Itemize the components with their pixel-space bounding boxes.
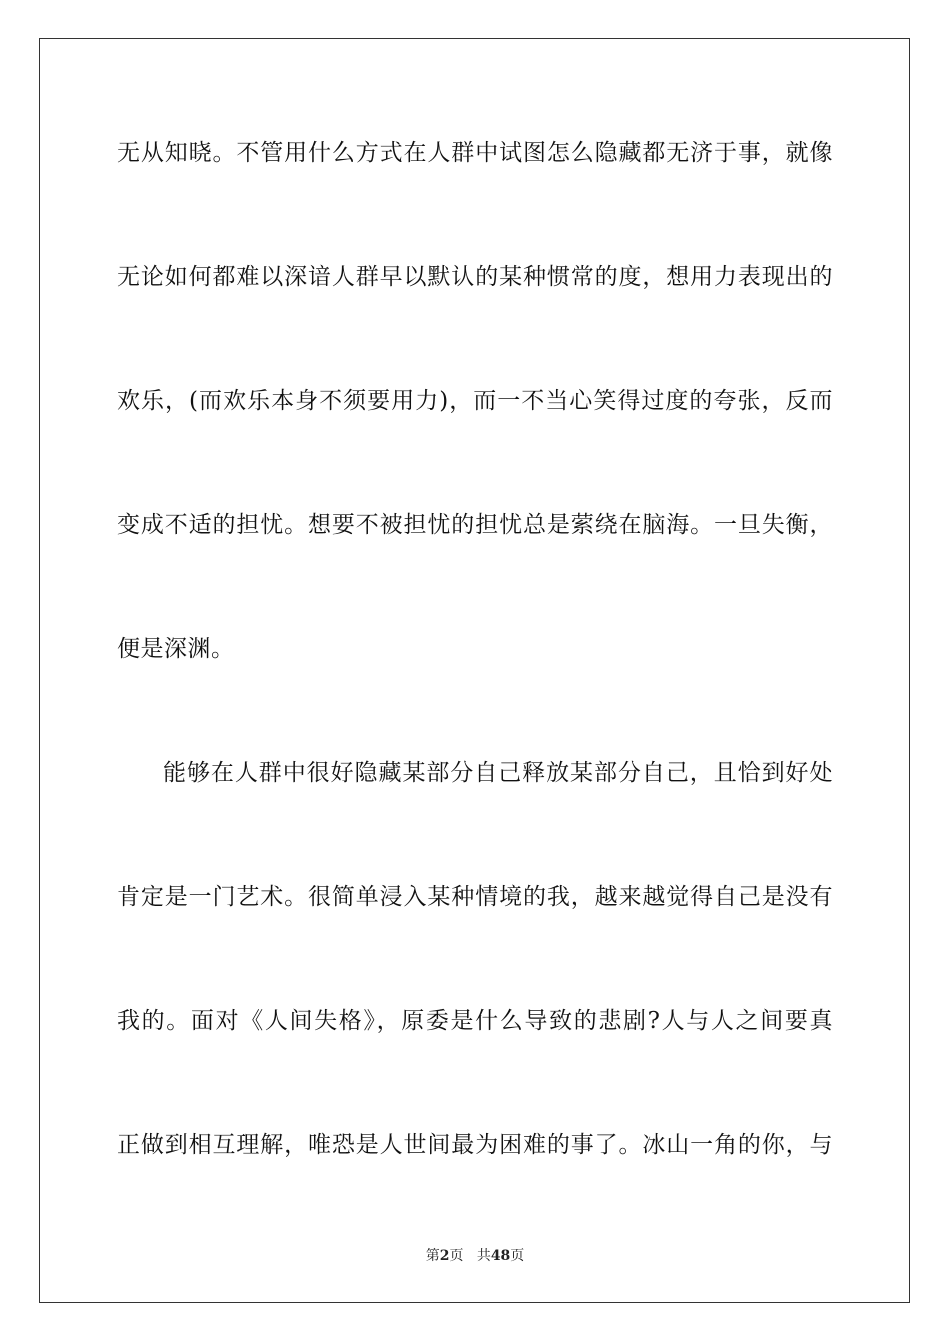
total-pages: 48 — [490, 1248, 511, 1264]
body-line-1: 无从知晓。不管用什么方式在人群中试图怎么隐藏都无济于事，就像 — [117, 140, 833, 166]
body-line-5: 便是深渊。 — [117, 636, 235, 662]
body-line-2: 无论如何都难以深谙人群早以默认的某种惯常的度，想用力表现出的 — [117, 264, 833, 290]
body-line-4: 变成不适的担忧。想要不被担忧的担忧总是萦绕在脑海。一旦失衡， — [117, 512, 833, 538]
page-suffix: 页 — [449, 1248, 464, 1264]
body-line-7: 肯定是一门艺术。很简单浸入某种情境的我，越来越觉得自己是没有 — [117, 884, 833, 910]
total-suffix: 页 — [510, 1248, 525, 1264]
body-line-9: 正做到相互理解，唯恐是人世间最为困难的事了。冰山一角的你，与 — [117, 1132, 833, 1158]
page-border — [39, 38, 910, 1303]
page-footer — [0, 1247, 950, 1265]
page-number: 2 — [439, 1248, 450, 1264]
body-line-3: 欢乐，(而欢乐本身不须要用力)，而一不当心笑得过度的夸张，反而 — [117, 388, 833, 414]
body-line-8: 我的。面对《人间失格》，原委是什么导致的悲剧?人与人之间要真 — [117, 1008, 833, 1034]
page-prefix: 第 — [425, 1248, 440, 1264]
body-line-6: 能够在人群中很好隐藏某部分自己释放某部分自己，且恰到好处 — [163, 760, 833, 786]
total-prefix: 共 — [476, 1248, 491, 1264]
